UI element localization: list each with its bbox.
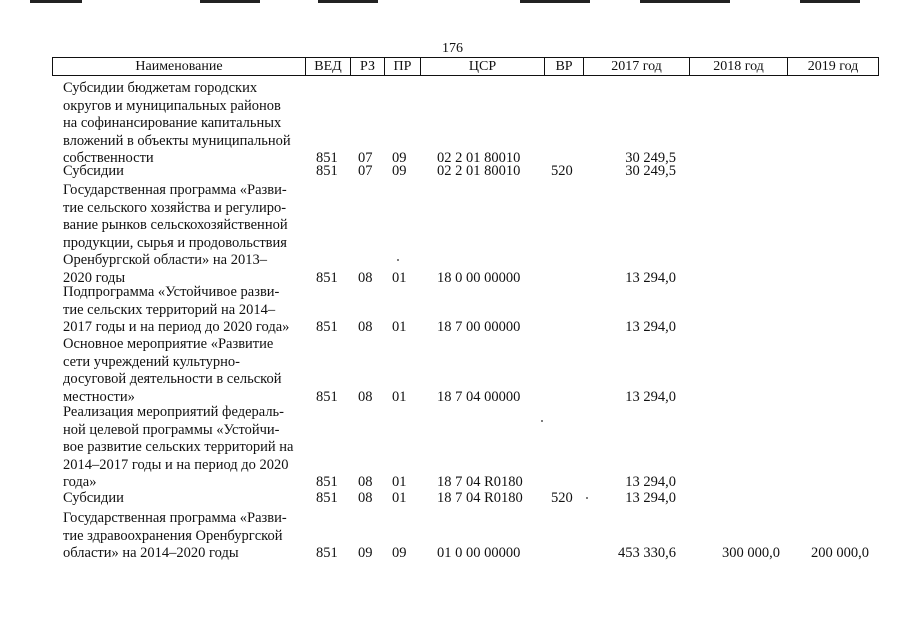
cell-rz: 08 [358,474,373,490]
cell-csr: 18 7 04 R0180 [437,474,523,490]
row-name-line: Субсидии бюджетам городских [63,80,258,96]
row-name [63,336,308,406]
top-edge-line [800,0,860,3]
row-name [63,510,308,563]
row-name-line: 2014–2017 годы и на период до 2020 [63,456,289,473]
row-name [63,80,308,168]
top-edge-line [30,0,82,3]
header-csr: ЦСР [420,57,545,76]
cell-pr: 09 [392,163,407,179]
row-name-line: Оренбургской области» на 2013– [63,252,267,268]
row-name-line: вое развитие сельских территорий на [63,439,294,455]
cell-y2017: 13 294,0 [625,319,676,335]
cell-y2018: 300 000,0 [722,545,780,561]
cell-ved: 851 [316,269,338,286]
cell-ved: 851 [316,474,338,490]
cell-pr: 09 [392,545,407,561]
cell-csr: 18 7 00 00000 [437,319,521,335]
header-2017: 2017 год [583,57,690,76]
cell-rz: 08 [358,388,373,405]
row-name-line: года» [63,474,97,490]
cell-y2017: 453 330,6 [618,545,676,561]
row-name-line: продукции, сырья и продовольствия [63,234,287,251]
cell-pr: 01 [392,490,407,506]
row-name-line: Подпрограмма «Устойчивое разви- [63,284,280,300]
cell-rz: 08 [358,269,373,286]
cell-y2017: 30 249,5 [625,150,676,166]
header-name: Наименование [52,57,306,76]
cell-csr: 02 2 01 80010 [437,150,521,166]
cell-ved: 851 [316,163,338,179]
row-name [63,404,308,492]
cell-rz: 07 [358,150,373,166]
cell-ved: 851 [316,319,338,335]
header-rz: РЗ [350,57,385,76]
row-name-line: вложений в объекты муниципальной [63,132,291,149]
row-name-line: Государственная программа «Разви- [63,182,287,198]
page-number: 176 [442,41,463,56]
cell-csr: 18 0 00 00000 [437,269,521,286]
row-name-line: на софинансирование капитальных [63,115,282,131]
row-name-line: тие здравоохранения Оренбургской [63,527,283,544]
cell-rz: 07 [358,163,373,179]
row-name-line: 2017 годы и на период до 2020 года» [63,319,290,335]
row-name [63,490,308,508]
row-name-line: области» на 2014–2020 годы [63,545,239,561]
cell-csr: 18 7 04 00000 [437,388,521,405]
header-ved: ВЕД [305,57,351,76]
cell-ved: 851 [316,490,338,506]
row-name-line: ной целевой программы «Устойчи- [63,421,280,438]
cell-y2017: 13 294,0 [625,269,676,286]
cell-rz: 08 [358,319,373,335]
row-name [63,284,308,337]
header-pr: ПР [384,57,421,76]
top-edge-line [520,0,590,3]
row-name-line: округов и муниципальных районов [63,97,281,114]
row-name-line: тие сельских территорий на 2014– [63,301,276,318]
top-edge-line [640,0,730,3]
cell-pr: 01 [392,388,407,405]
header-2018: 2018 год [689,57,788,76]
cell-pr: 09 [392,150,407,166]
cell-vr: 520 [551,163,573,179]
cell-rz: 08 [358,490,373,506]
row-name-line: 2020 годы [63,269,126,286]
row-name-line: Субсидии [63,163,124,179]
row-name-line: сети учреждений культурно- [63,353,240,370]
cell-csr: 01 0 00 00000 [437,545,521,561]
cell-ved: 851 [316,150,338,166]
cell-pr: 01 [392,474,407,490]
row-name-line: Реализация мероприятий федераль- [63,404,284,420]
row-name-line: Основное мероприятие «Развитие [63,336,274,352]
cell-y2017: 13 294,0 [625,388,676,405]
scan-speck [397,259,399,261]
cell-csr: 18 7 04 R0180 [437,490,523,506]
scan-speck [586,497,588,499]
row-name-line: Субсидии [63,490,124,506]
cell-y2017: 13 294,0 [625,490,676,506]
row-name-line: вание рынков сельскохозяйственной [63,217,288,233]
cell-pr: 01 [392,269,407,286]
scan-speck [541,420,543,422]
row-name-line: собственности [63,150,154,166]
row-name [63,182,308,287]
cell-y2017: 30 249,5 [625,163,676,179]
top-edge-line [200,0,260,3]
row-name-line: Государственная программа «Разви- [63,510,287,526]
header-2019: 2019 год [787,57,879,76]
cell-y2019: 200 000,0 [811,545,869,561]
cell-ved: 851 [316,388,338,405]
cell-pr: 01 [392,319,407,335]
header-vr: ВР [544,57,584,76]
row-name [63,163,308,181]
cell-rz: 09 [358,545,373,561]
row-name-line: местности» [63,388,135,405]
row-name-line: тие сельского хозяйства и регулиро- [63,199,287,216]
cell-ved: 851 [316,545,338,561]
row-name-line: досуговой деятельности в сельской [63,371,282,387]
cell-y2017: 13 294,0 [625,474,676,490]
cell-vr: 520 [551,490,573,506]
cell-csr: 02 2 01 80010 [437,163,521,179]
top-edge-line [318,0,378,3]
